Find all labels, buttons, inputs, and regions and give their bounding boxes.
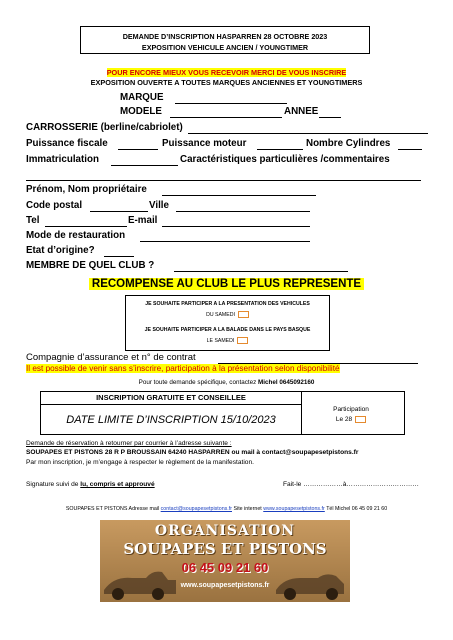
carrosserie-field[interactable] <box>188 133 428 134</box>
contact-name: Michel 0645092160 <box>258 379 315 386</box>
inscription-title: INSCRIPTION GRATUITE ET CONSEILLEE <box>41 391 302 405</box>
etat-origine-field[interactable] <box>104 256 134 257</box>
possible-row <box>26 364 340 373</box>
email-label: E-mail <box>128 215 158 226</box>
deadline-text: DATE LIMITE D’INSCRIPTION 15/10/2023 <box>41 405 302 435</box>
demande-text: Demande de réservation à retourner par courrier à l’adresse suivante : <box>26 440 232 447</box>
balade-day-row <box>126 337 329 344</box>
banner-line2: SOUPAPES ET PISTONS <box>123 540 327 558</box>
commentaires-field[interactable] <box>26 180 421 181</box>
presentation-day: DU SAMEDI <box>206 311 235 318</box>
marque-label: MARQUE <box>120 92 164 103</box>
tel-label: Tel <box>26 215 40 226</box>
bottom-contact-line <box>0 506 453 512</box>
puissance-fiscale-field[interactable] <box>118 149 158 150</box>
immatriculation-field[interactable] <box>111 165 178 166</box>
balade-text: JE SOUHAITE PARTICIPER A LA BALADE DANS LE PAYS BASQUE <box>144 327 311 333</box>
presentation-day-row <box>126 311 329 318</box>
bottom-site-pre: Site internet <box>233 506 262 512</box>
bottom-site-link[interactable]: www.soupapesetpistons.fr <box>263 506 325 512</box>
banner-line1: ORGANISATION <box>154 523 296 539</box>
bottom-line-pre: SOUPAPES ET PISTONS Adresse mail <box>65 506 160 512</box>
assurance-label: Compagnie d’assurance et n° de contrat <box>26 352 196 363</box>
signature-pre: Signature suivi de <box>26 481 79 488</box>
carrosserie-label: CARROSSERIE (berline/cabriolet) <box>26 122 183 133</box>
address-text: SOUPAPES ET PISTONS 28 R P BROUSSAIN 64240 HASPARREN ou mail à contact@soupapesetpistons.fr <box>26 449 359 456</box>
contact-row <box>0 379 453 386</box>
inscription-box <box>40 391 405 435</box>
annee-label: ANNEE <box>284 106 319 117</box>
membre-club-label: MEMBRE DE QUEL CLUB ? <box>26 260 155 271</box>
balade-day: LE SAMEDI <box>206 337 235 344</box>
tel-field[interactable] <box>45 226 127 227</box>
prenom-label: Prénom, Nom propriétaire <box>26 184 147 195</box>
part-day-row <box>311 416 391 423</box>
possible-text: Il est possible de venir sans s’inscrire, participation à la présentation selon disponibilité <box>26 364 340 373</box>
etat-origine-label: Etat d’origine? <box>26 245 95 256</box>
marque-field[interactable] <box>175 103 287 104</box>
puissance-moteur-label: Puissance moteur <box>162 138 247 149</box>
nombre-cylindres-label: Nombre Cylindres <box>306 138 391 149</box>
ville-field[interactable] <box>176 211 310 212</box>
caracteristiques-label: Caractéristiques particulières /commentaires <box>180 154 390 165</box>
email-field[interactable] <box>162 226 310 227</box>
ville-label: Ville <box>149 200 169 211</box>
prenom-field[interactable] <box>162 195 316 196</box>
part-label: Participation <box>333 406 369 413</box>
organisation-banner <box>100 520 350 602</box>
signature-row <box>26 481 155 488</box>
presentation-checkbox[interactable] <box>238 311 249 318</box>
code-postal-label: Code postal <box>26 200 83 211</box>
annee-field[interactable] <box>319 117 341 118</box>
code-postal-field[interactable] <box>90 211 148 212</box>
modele-label: MODELE <box>120 106 162 117</box>
part-day: Le 28 <box>335 416 353 424</box>
intro-highlight: POUR ENCORE MIEUX VOUS RECEVOIR MERCI DE VOUS INSCRIRE <box>106 68 347 77</box>
header-box <box>80 26 370 54</box>
mode-restauration-field[interactable] <box>140 241 310 242</box>
membre-club-field[interactable] <box>174 271 348 272</box>
immatriculation-label: Immatriculation <box>26 154 99 165</box>
part-checkbox[interactable] <box>355 416 366 423</box>
recompense-banner: RECOMPENSE AU CLUB LE PLUS REPRESENTE <box>89 278 364 290</box>
presentation-text: JE SOUHAITE PARTICIPER A LA PRESENTATION DES VEHICULES <box>145 301 310 307</box>
mode-restauration-label: Mode de restauration <box>26 230 126 241</box>
nombre-cylindres-field[interactable] <box>398 149 422 150</box>
recompense-row <box>0 274 453 292</box>
bottom-tel: Tél Michel 06 45 09 21 60 <box>326 506 388 512</box>
header-line1: DEMANDE D’INSCRIPTION HASPARREN 28 OCTOBRE 2023 <box>122 32 328 41</box>
intro-highlight-row <box>0 68 453 77</box>
consent-text: Par mon inscription, je m’engage à respecter le règlement de la manifestation. <box>26 459 254 466</box>
signature-u: lu, compris et approuvé <box>80 481 155 488</box>
banner-line3: 06 45 09 21 60 <box>181 560 269 575</box>
balade-checkbox[interactable] <box>237 337 248 344</box>
modele-field[interactable] <box>170 117 282 118</box>
header-line2: EXPOSITION VEHICULE ANCIEN / YOUNGTIMER <box>141 43 309 52</box>
fait-le: Fait-le ………………à…………………………… <box>283 481 419 488</box>
banner-line4: www.soupapesetpistons.fr <box>180 582 270 589</box>
participation-box <box>125 295 330 351</box>
bottom-mail-link[interactable]: contact@soupapesetpistons.fr <box>160 506 232 512</box>
intro-subtitle: EXPOSITION OUVERTE A TOUTES MARQUES ANCIENNES ET YOUNGTIMERS <box>90 78 363 87</box>
contact-specifique: Pour toute demande spécifique, contactez <box>138 379 257 386</box>
puissance-fiscale-label: Puissance fiscale <box>26 138 108 149</box>
puissance-moteur-field[interactable] <box>257 149 303 150</box>
